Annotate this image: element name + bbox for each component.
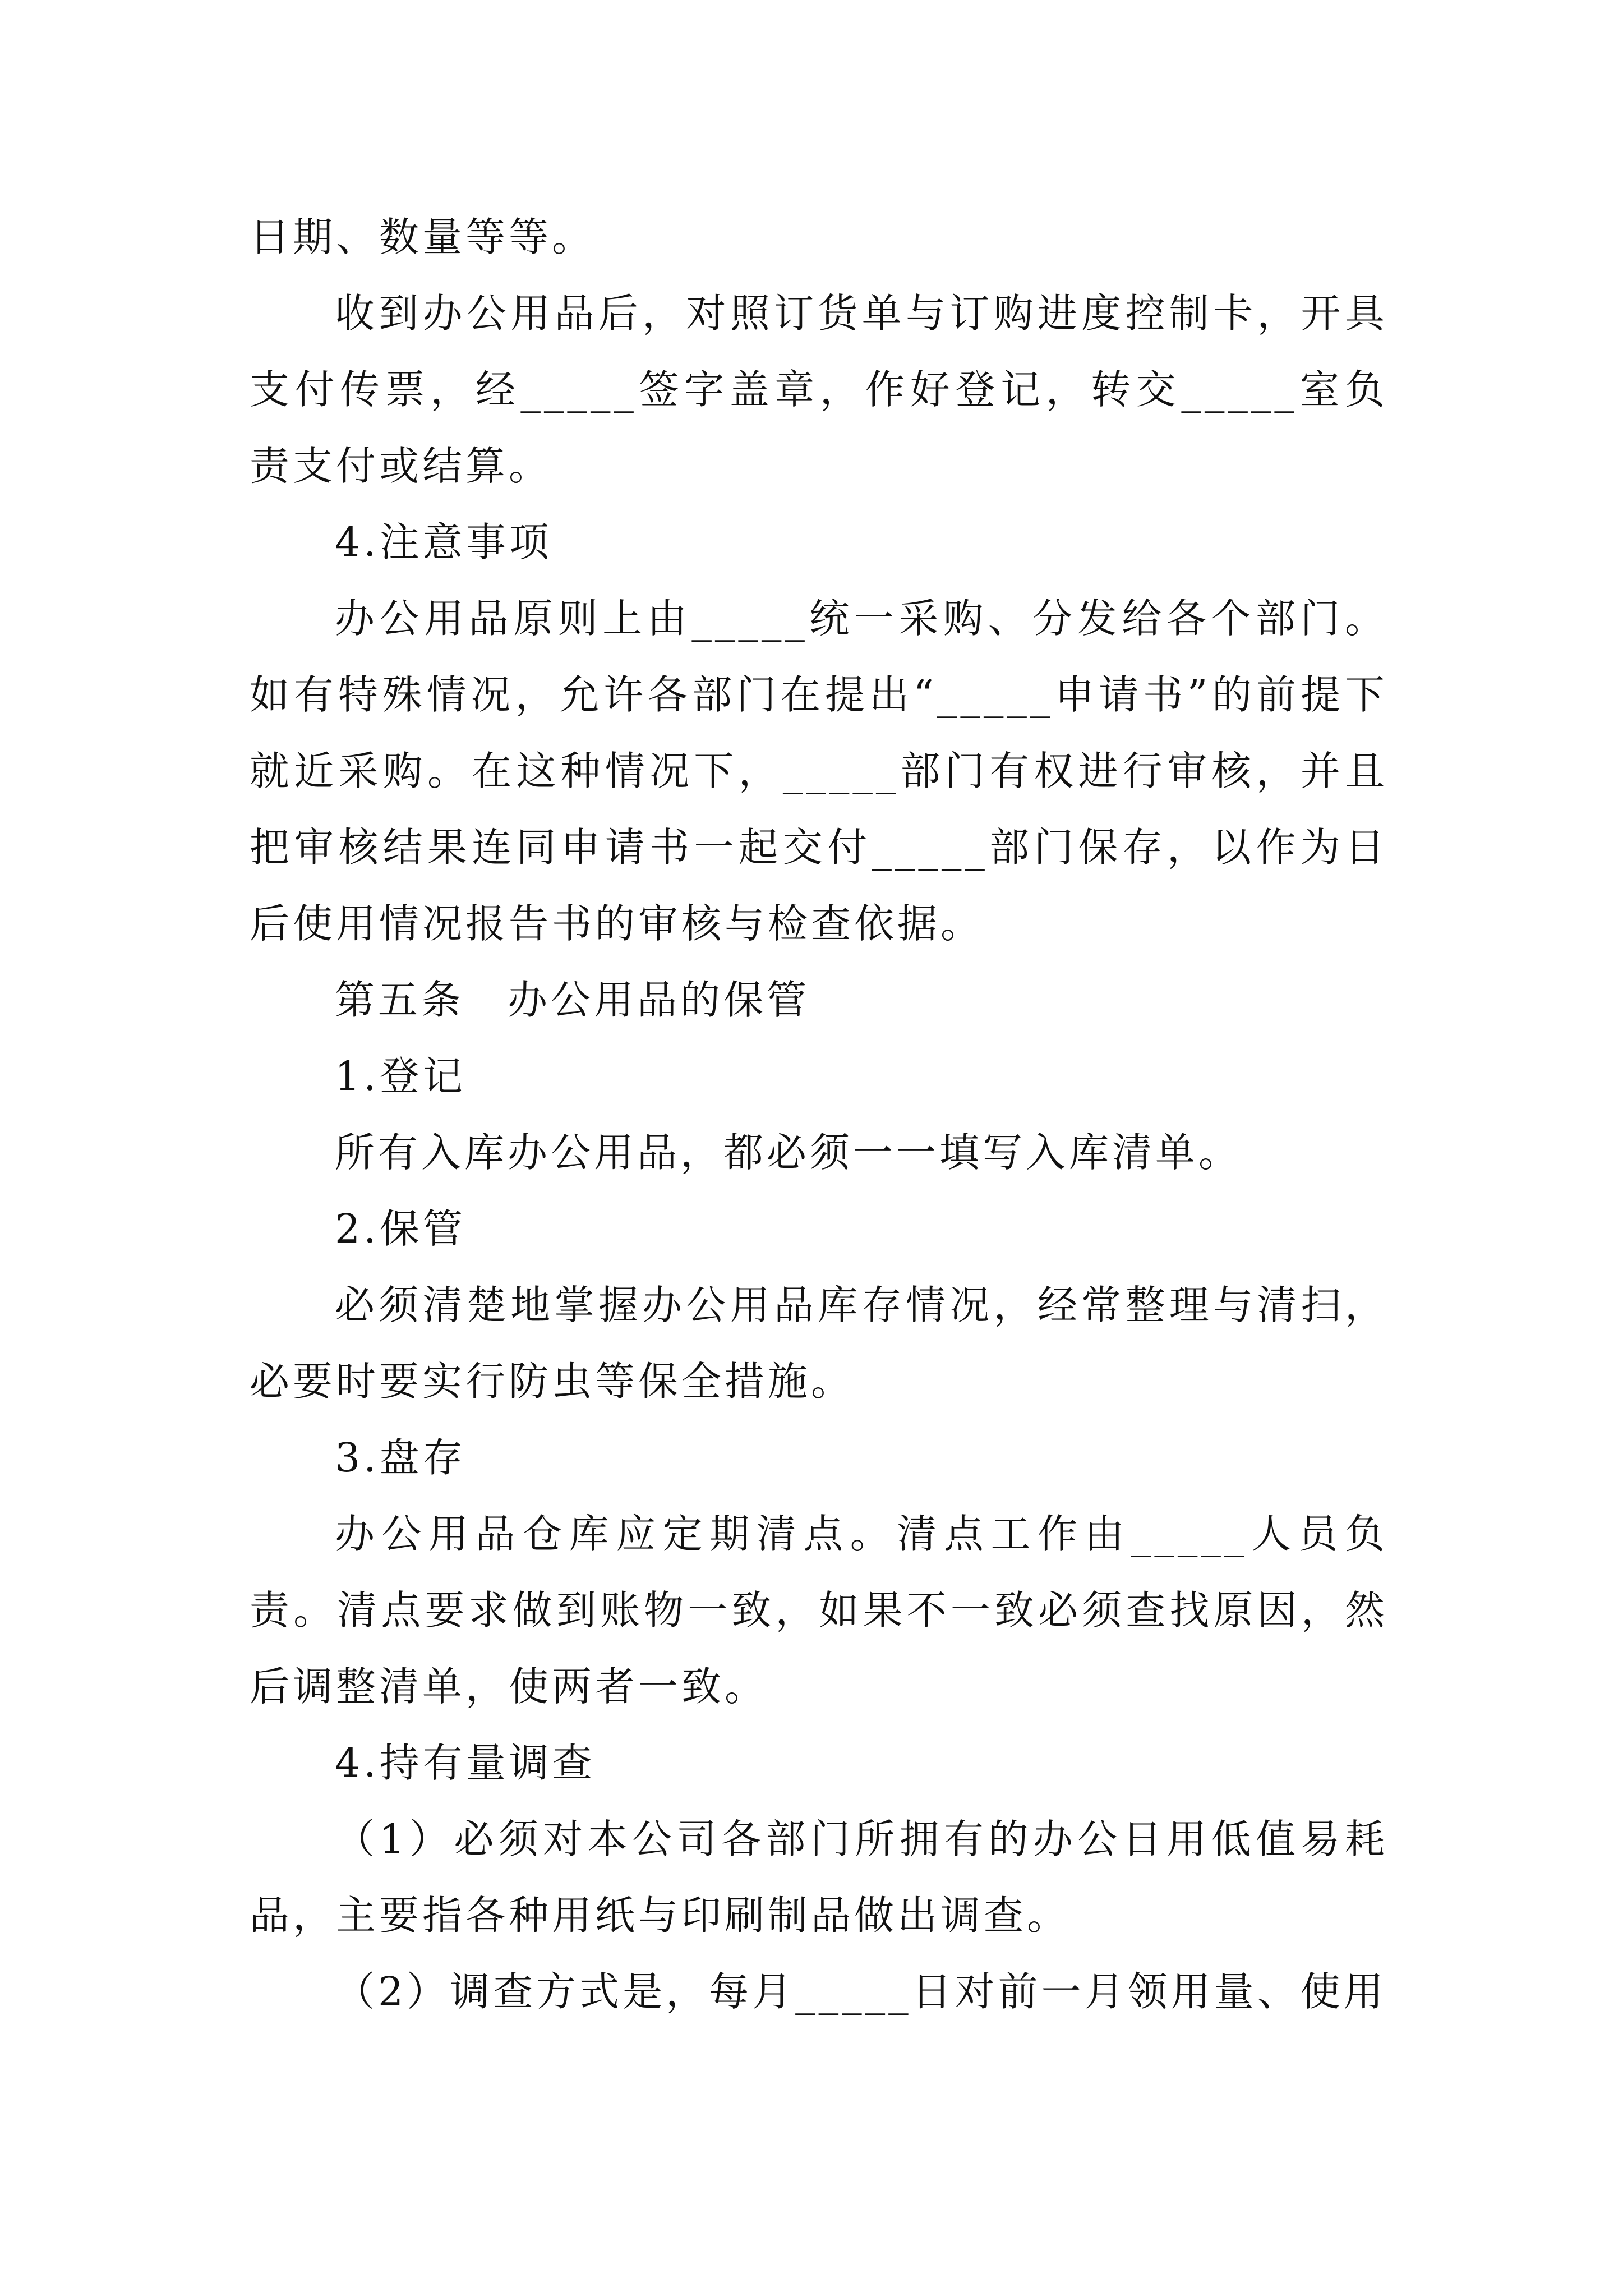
heading-custody: 2.保管: [335, 1205, 466, 1252]
paragraph-receipt-procedure: 收到办公用品后，对照订货单与订购进度控制卡，开具支付传票，经_____签字盖章，作好登记，转交_____室负责支付或结算。: [250, 290, 1388, 489]
article-five-heading: 第五条 办公用品的保管: [335, 977, 810, 1023]
paragraph-survey-item-1: （1）必须对本公司各部门所拥有的办公日用低值易耗品，主要指各种用纸与印刷制品做出调查。: [250, 1816, 1388, 1939]
paragraph-purchase-principle: 办公用品原则上由_____统一采购、分发给各个部门。如有特殊情况，允许各部门在提出“_____申请书”的前提下就近采购。在这种情况下，_____部门有权进行审核，并且把审核结果连同申请书一起交付_____部门保存，以作为日后使用情况报告书的审核与检查依据。: [250, 595, 1388, 947]
heading-registration: 1.登记: [335, 1053, 466, 1099]
paragraph-inventory: 办公用品仓库应定期清点。清点工作由_____人员负责。清点要求做到账物一致，如果不一致必须查找原因，然后调整清单，使两者一致。: [250, 1511, 1388, 1710]
paragraph-date-quantity: 日期、数量等等。: [250, 214, 596, 260]
paragraph-custody: 必须清楚地掌握办公用品库存情况，经常整理与清扫，必要时要实行防虫等保全措施。: [250, 1282, 1388, 1405]
heading-inventory: 3.盘存: [335, 1434, 466, 1481]
heading-holdings-survey: 4.持有量调查: [335, 1740, 596, 1786]
heading-notes: 4.注意事项: [335, 519, 552, 565]
paragraph-survey-item-2: （2）调查方式是，每月_____日对前一月领用量、使用: [335, 1968, 1387, 2015]
paragraph-registration: 所有入库办公用品，都必须一一填写入库清单。: [335, 1129, 1242, 1176]
document-body: [250, 199, 1388, 2030]
